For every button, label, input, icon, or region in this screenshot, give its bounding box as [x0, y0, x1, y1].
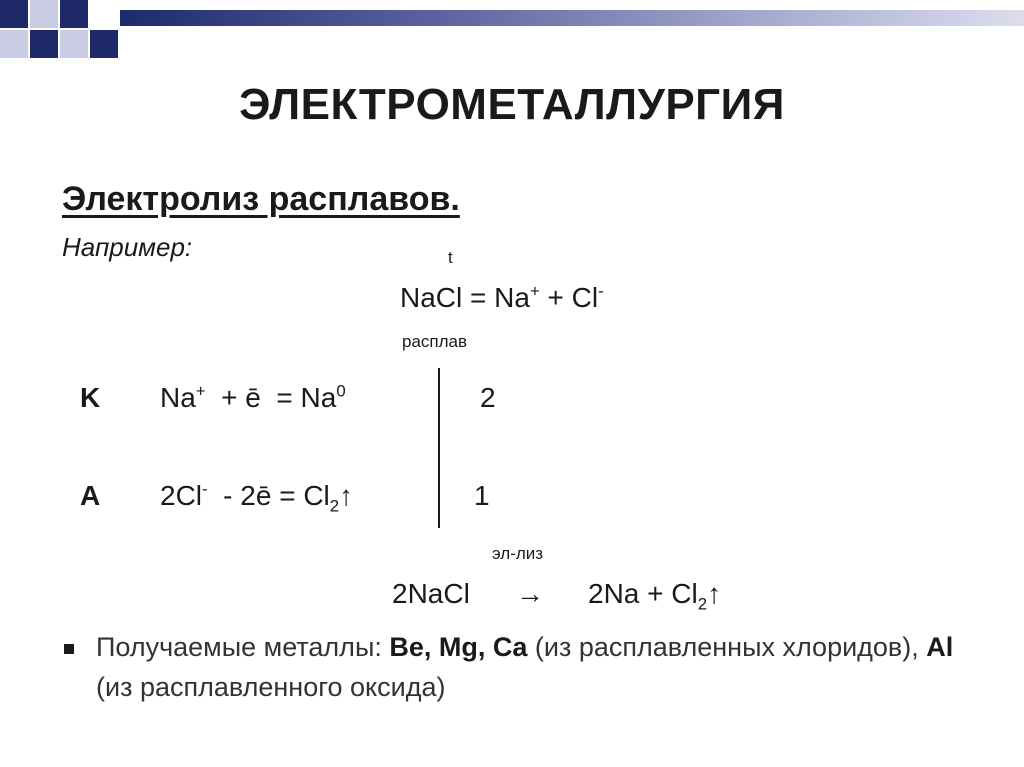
cathode-sup1: + [195, 381, 206, 401]
subtitle: Электролиз расплавов. [62, 180, 460, 218]
condition-melt: расплав [402, 332, 468, 351]
decor-square-5 [30, 30, 58, 58]
cathode-equation [160, 382, 346, 414]
cathode-part1: Na [160, 382, 196, 413]
bullet-text [96, 627, 956, 707]
bullet-note1: (из расплавленных хлоридов), [527, 632, 927, 662]
reaction-arrow: → [516, 578, 544, 609]
anode-part1: 2Cl [160, 480, 203, 511]
decor-gradient-bar [120, 10, 1024, 26]
decor-square-3 [60, 0, 88, 28]
anode-gas-arrow: ↑ [339, 480, 354, 511]
bullet-square-icon [64, 644, 74, 654]
anode-equation [160, 479, 354, 516]
cathode-part2: + ē = Na [205, 382, 337, 413]
page-title: ЭЛЕКТРОМЕТАЛЛУРГИЯ [239, 80, 785, 129]
anode-label: A [80, 480, 101, 511]
anode-part2: - 2ē = Cl [207, 480, 330, 511]
decor-square-1 [0, 0, 28, 28]
overall-rhs-text: 2Na + Cl [588, 578, 698, 609]
decor-square-6 [60, 30, 88, 58]
cathode-coefficient: 2 [480, 382, 496, 413]
example-label: Например: [62, 232, 193, 262]
overall-lhs: 2NaCl [392, 578, 470, 609]
bullet-metal-al: Al [926, 632, 954, 662]
cathode-sup2: 0 [336, 381, 346, 401]
decor-square-2 [30, 0, 58, 28]
decor-square-7 [90, 30, 118, 58]
dissociation-sup2: - [598, 281, 604, 301]
condition-electrolysis: эл-лиз [492, 544, 544, 563]
bullet-lead: Получаемые металлы: [96, 632, 390, 662]
bullet-note2: (из расплавленного оксида) [96, 672, 446, 702]
overall-gas-arrow: ↑ [707, 578, 722, 609]
dissociation-sup1: + [529, 281, 540, 301]
overall-sub1: 2 [697, 594, 708, 614]
anode-sub1: 2 [329, 496, 340, 516]
dissociation-equation [400, 282, 604, 314]
dissociation-mid: + Cl [539, 282, 599, 313]
dissociation-lhs: NaCl = Na [400, 282, 530, 313]
balance-divider [438, 368, 440, 528]
anode-sup1: - [202, 479, 208, 499]
overall-rhs [588, 578, 722, 614]
condition-t: t [448, 248, 453, 267]
anode-coefficient: 1 [474, 480, 490, 511]
cathode-label: K [80, 382, 101, 413]
bullet-metals: Be, Mg, Ca [389, 632, 528, 662]
decor-square-4 [0, 30, 28, 58]
